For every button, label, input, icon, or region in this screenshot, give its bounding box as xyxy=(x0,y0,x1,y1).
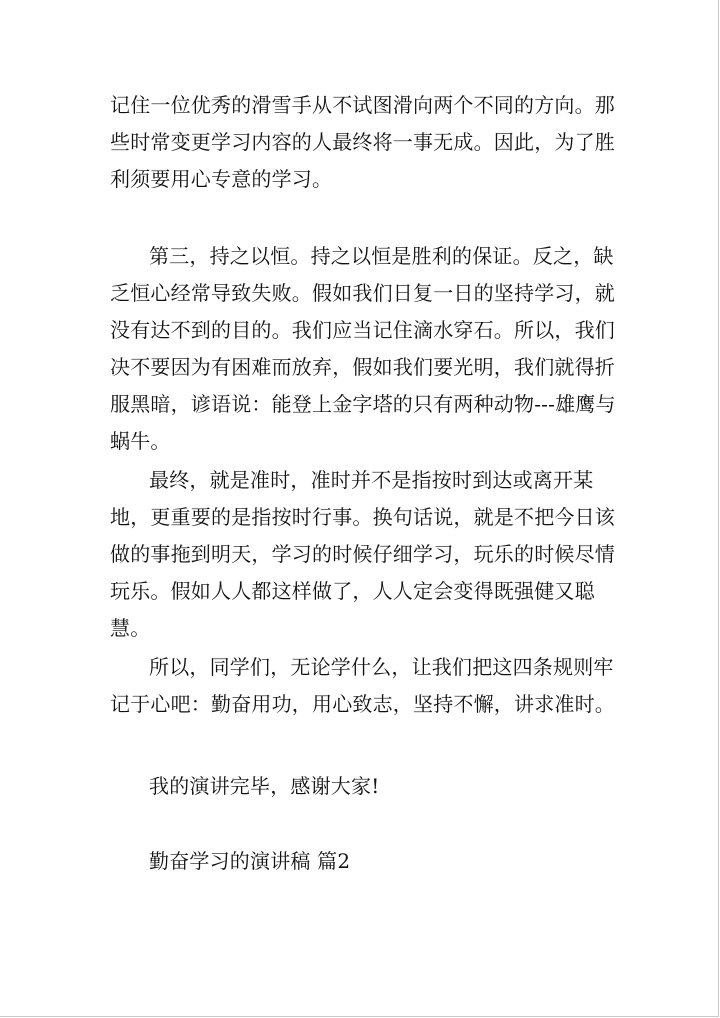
paragraph-closing: 我的演讲完毕，感谢大家! xyxy=(149,774,380,798)
paragraph-continuation: 记住一位优秀的滑雪手从不试图滑向两个不同的方向。那些时常变更学习内容的人最终将一事无成。因此，为了胜利须要用心专意的学习。 xyxy=(110,93,615,191)
paragraph-perseverance: 第三，持之以恒。持之以恒是胜利的保证。反之，缺乏恒心经常导致失败。假如我们日复一日的坚持学习，就没有达不到的目的。我们应当记住滴水穿石。所以，我们决不要因为有困难而放弃，假如我们要光明，我们就得折服黑暗，谚语说：能登上金字塔的只有两种动物---雄鹰与蜗牛。 xyxy=(110,244,616,453)
paragraph-punctuality: 最终，就是准时，准时并不是指按时到达或离开某地，更重要的是指按时行事。换句话说，就是不把今日该做的事拖到明天，学习的时候仔细学习，玩乐的时候尽情玩乐。假如人人都这样做了，人人定会变得既强健又聪慧。 xyxy=(110,468,615,640)
section-heading: 勤奋学习的演讲稿 篇2 xyxy=(149,849,351,873)
paragraph-conclusion: 所以，同学们，无论学什么，让我们把这四条规则牢记于心吧：勤奋用功，用心致志，坚持不懈，讲求准时。 xyxy=(110,655,615,716)
